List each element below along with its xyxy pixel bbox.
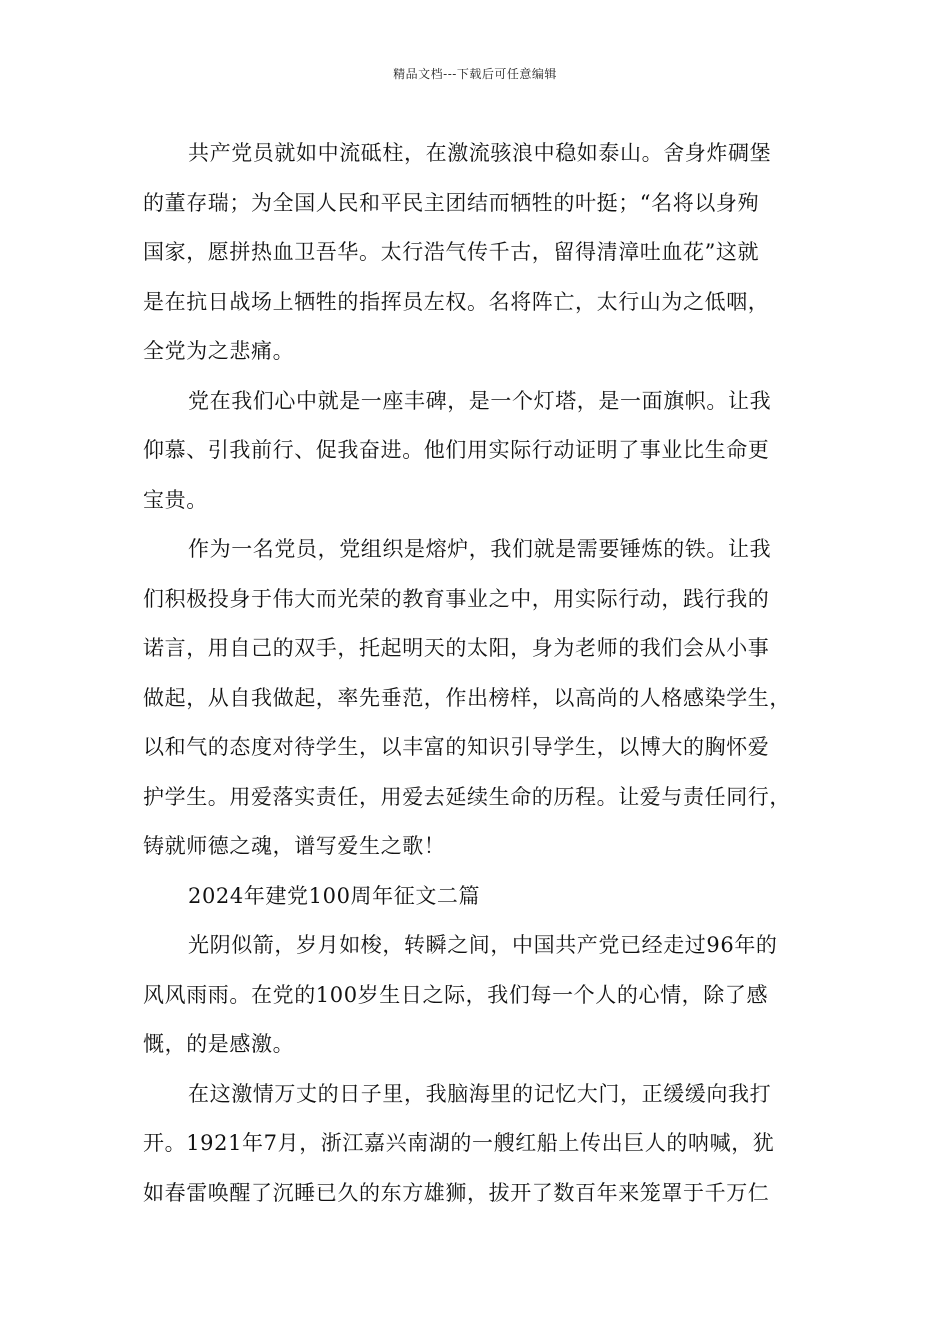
text-line: 党在我们心中就是一座丰碑，是一个灯塔，是一面旗帜。让我 [188, 388, 772, 413]
text-line: 铸就师德之魂，谱写爱生之歌！ [143, 834, 446, 858]
text-line: 光阴似箭，岁月如梭，转瞬之间，中国共产党已经走过96年的 [188, 933, 778, 957]
text-line: 全党为之悲痛。 [143, 339, 295, 363]
text-line: 风风雨雨。在党的100岁生日之际，我们每一个人的心情，除了感 [143, 982, 769, 1007]
text-line: 共产党员就如中流砥柱，在激流骇浪中稳如泰山。舍身炸碉堡 [188, 141, 772, 165]
page-header: 精品文档---下载后可任意编辑 [393, 67, 557, 81]
text-line: 宝贵。 [143, 487, 208, 512]
text-line: 作为一名党员，党组织是熔炉，我们就是需要锤炼的铁。让我 [188, 537, 772, 561]
text-line: 做起，从自我做起，率先垂范，作出榜样，以高尚的人格感染学生， [143, 685, 791, 710]
text-line: 如春雷唤醒了沉睡已久的东方雄狮，拔开了数百年来笼罩于千万仁 [143, 1180, 770, 1205]
text-line: 开。1921年7月，浙江嘉兴南湖的一艘红船上传出巨人的呐喊，犹 [143, 1131, 775, 1155]
text-line: 诺言，用自己的双手，托起明天的太阳，身为老师的我们会从小事 [143, 636, 770, 660]
document-body [143, 129, 833, 1218]
text-line: 国家，愿拼热血卫吾华。太行浩气传千古，留得清漳吐血花”这就 [143, 240, 760, 264]
text-line: 在这激情万丈的日子里，我脑海里的记忆大门，正缓缓向我打 [188, 1081, 772, 1106]
text-line: 是在抗日战场上牺牲的指挥员左权。名将阵亡，太行山为之低咽， [143, 289, 770, 314]
text-line: 以和气的态度对待学生，以丰富的知识引导学生，以博大的胸怀爱 [143, 735, 770, 759]
text-line: 慨，的是感激。 [143, 1032, 295, 1056]
text-line: 2024年建党100周年征文二篇 [188, 883, 481, 908]
text-line: 的董存瑞；为全国人民和平民主团结而牺牲的叶挺；“名将以身殉 [143, 190, 760, 215]
text-line: 护学生。用爱落实责任，用爱去延续生命的历程。让爱与责任同行， [143, 784, 791, 809]
text-line: 仰慕、引我前行、促我奋进。他们用实际行动证明了事业比生命更 [143, 438, 770, 462]
text-line: 们积极投身于伟大而光荣的教育事业之中，用实际行动，践行我的 [143, 586, 770, 611]
